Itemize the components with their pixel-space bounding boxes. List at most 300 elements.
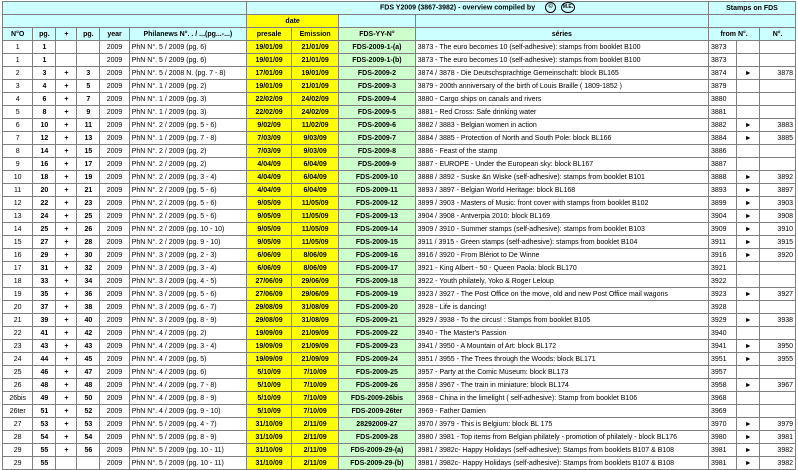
cell-pg2[interactable]: 48	[77, 379, 100, 392]
cell-fds-number[interactable]: FDS-2009-24	[339, 353, 415, 366]
cell-no[interactable]: 29	[3, 444, 33, 457]
cell-philanews[interactable]: PhN N°. 1 / 2009 (pg. 3)	[129, 93, 246, 106]
cell-philanews[interactable]: PhN N°. 5 / 2009 (pg. 4 - 7)	[129, 418, 246, 431]
cell-pg1[interactable]: 14	[33, 145, 56, 158]
col-header-philanews[interactable]: Philanews N°. . / ...(pg...-...)	[129, 28, 246, 41]
cell-emission[interactable]: 11/05/09	[292, 210, 339, 223]
cell-no[interactable]: 6	[3, 119, 33, 132]
cell-from[interactable]: 3980	[708, 431, 736, 444]
cell-presale[interactable]: 7/03/09	[247, 132, 292, 145]
cell-arrow[interactable]	[737, 80, 760, 93]
cell-plus[interactable]: +	[56, 327, 77, 340]
cell-series[interactable]: 3922 - Youth philately, Yoko & Roger Leloup	[415, 275, 708, 288]
cell-fds-number[interactable]: FDS-2009-5	[339, 106, 415, 119]
cell-emission[interactable]: 9/03/09	[292, 145, 339, 158]
cell-presale[interactable]: 6/06/09	[247, 249, 292, 262]
cell-to[interactable]: 3915	[760, 236, 796, 249]
cell-emission[interactable]: 11/05/09	[292, 197, 339, 210]
cell-from[interactable]: 3899	[708, 197, 736, 210]
cell-plus[interactable]: +	[56, 262, 77, 275]
cell-plus[interactable]: +	[56, 275, 77, 288]
table-row[interactable]	[3, 67, 796, 80]
cell-to[interactable]: 3885	[760, 132, 796, 145]
cell-to[interactable]: 3950	[760, 340, 796, 353]
cell-arrow[interactable]	[737, 54, 760, 67]
cell-fds-number[interactable]: FDS-2009-17	[339, 262, 415, 275]
cell-year[interactable]: 2009	[100, 444, 129, 457]
cell-pg2[interactable]: 42	[77, 327, 100, 340]
cell-plus[interactable]: +	[56, 119, 77, 132]
cell-pg2[interactable]: 56	[77, 444, 100, 457]
cell-year[interactable]: 2009	[100, 379, 129, 392]
cell-plus[interactable]: +	[56, 249, 77, 262]
cell-no[interactable]: 22	[3, 327, 33, 340]
cell-emission[interactable]: 7/10/09	[292, 392, 339, 405]
cell-philanews[interactable]: PhN N°. 3 / 2009 (pg. 8 - 9)	[129, 314, 246, 327]
cell-series[interactable]: 3880 - Cargo ships on canals and rivers	[415, 93, 708, 106]
cell-pg1[interactable]: 16	[33, 158, 56, 171]
cell-pg1[interactable]: 1	[33, 41, 56, 54]
cell-year[interactable]: 2009	[100, 223, 129, 236]
cell-pg2[interactable]: 5	[77, 80, 100, 93]
cell-philanews[interactable]: PhN N°. 1 / 2009 (pg. 7 - 8)	[129, 132, 246, 145]
cell-emission[interactable]: 8/06/09	[292, 262, 339, 275]
cell-pg2[interactable]: 17	[77, 158, 100, 171]
cell-pg1[interactable]: 22	[33, 197, 56, 210]
cell-fds-number[interactable]: FDS-2009-11	[339, 184, 415, 197]
cell-fds-number[interactable]: FDS-2009-1-(a)	[339, 41, 415, 54]
cell-philanews[interactable]: PhN N°. 2 / 2009 (pg. 10 - 10)	[129, 223, 246, 236]
cell-presale[interactable]: 9/05/09	[247, 210, 292, 223]
cell-from[interactable]: 3929	[708, 314, 736, 327]
cell-no[interactable]: 21	[3, 314, 33, 327]
cell-philanews[interactable]: PhN N°. 4 / 2009 (pg. 8 - 9)	[129, 392, 246, 405]
cell-plus[interactable]: +	[56, 197, 77, 210]
cell-emission[interactable]: 2/11/09	[292, 418, 339, 431]
cell-pg1[interactable]: 55	[33, 444, 56, 457]
cell-year[interactable]: 2009	[100, 431, 129, 444]
cell-emission[interactable]: 21/09/09	[292, 353, 339, 366]
cell-pg2[interactable]: 19	[77, 171, 100, 184]
cell-plus[interactable]: +	[56, 106, 77, 119]
cell-fds-number[interactable]: FDS-2009-22	[339, 327, 415, 340]
cell-presale[interactable]: 9/02/09	[247, 119, 292, 132]
cell-plus[interactable]: +	[56, 67, 77, 80]
cell-presale[interactable]: 19/01/09	[247, 54, 292, 67]
cell-pg1[interactable]: 8	[33, 106, 56, 119]
cell-pg2[interactable]: 34	[77, 275, 100, 288]
cell-year[interactable]: 2009	[100, 314, 129, 327]
cell-no[interactable]: 15	[3, 236, 33, 249]
cell-emission[interactable]: 21/01/09	[292, 80, 339, 93]
cell-pg1[interactable]: 20	[33, 184, 56, 197]
cell-to[interactable]	[760, 41, 796, 54]
cell-arrow[interactable]: ►	[737, 418, 760, 431]
cell-arrow[interactable]: ►	[737, 210, 760, 223]
table-row[interactable]	[3, 145, 796, 158]
cell-presale[interactable]: 4/04/09	[247, 184, 292, 197]
cell-plus[interactable]: +	[56, 444, 77, 457]
cell-fds-number[interactable]: FDS-2009-3	[339, 80, 415, 93]
cell-pg2[interactable]: 23	[77, 197, 100, 210]
cell-arrow[interactable]	[737, 275, 760, 288]
cell-philanews[interactable]: PhN N°. 2 / 2009 (pg. 9 - 10)	[129, 236, 246, 249]
cell-pg1[interactable]: 48	[33, 379, 56, 392]
cell-philanews[interactable]: PhN N°. 3 / 2009 (pg. 6 - 7)	[129, 301, 246, 314]
cell-from[interactable]: 3873	[708, 41, 736, 54]
cell-emission[interactable]: 2/11/09	[292, 431, 339, 444]
cell-pg2[interactable]: 21	[77, 184, 100, 197]
cell-philanews[interactable]: PhN N°. 3 / 2009 (pg. 2 - 3)	[129, 249, 246, 262]
cell-emission[interactable]: 8/06/09	[292, 249, 339, 262]
cell-pg1[interactable]: 6	[33, 93, 56, 106]
cell-arrow[interactable]	[737, 301, 760, 314]
cell-year[interactable]: 2009	[100, 184, 129, 197]
cell-to[interactable]	[760, 275, 796, 288]
cell-pg2[interactable]: 47	[77, 366, 100, 379]
cell-arrow[interactable]	[737, 405, 760, 418]
cell-philanews[interactable]: PhN N°. 2 / 2009 (pg. 2)	[129, 158, 246, 171]
cell-year[interactable]: 2009	[100, 145, 129, 158]
cell-series[interactable]: 3958 / 3967 - The train in miniature: block BL174	[415, 379, 708, 392]
cell-fds-number[interactable]: FDS-2009-2	[339, 67, 415, 80]
cell-fds-number[interactable]: FDS-2009-19	[339, 288, 415, 301]
cell-from[interactable]: 3921	[708, 262, 736, 275]
cell-arrow[interactable]: ►	[737, 353, 760, 366]
cell-no[interactable]: 8	[3, 145, 33, 158]
cell-pg1[interactable]: 39	[33, 314, 56, 327]
cell-emission[interactable]: 7/10/09	[292, 379, 339, 392]
cell-presale[interactable]: 7/03/09	[247, 145, 292, 158]
table-row[interactable]	[3, 41, 796, 54]
table-row[interactable]	[3, 301, 796, 314]
cell-from[interactable]: 3940	[708, 327, 736, 340]
cell-fds-number[interactable]: FDS-2009-26ter	[339, 405, 415, 418]
cell-from[interactable]: 3888	[708, 171, 736, 184]
cell-to[interactable]	[760, 301, 796, 314]
table-row[interactable]	[3, 340, 796, 353]
cell-no[interactable]: 2	[3, 67, 33, 80]
cell-presale[interactable]: 5/10/09	[247, 366, 292, 379]
cell-from[interactable]: 3904	[708, 210, 736, 223]
cell-year[interactable]: 2009	[100, 93, 129, 106]
cell-to[interactable]: 3897	[760, 184, 796, 197]
cell-emission[interactable]: 29/06/09	[292, 275, 339, 288]
table-row[interactable]	[3, 392, 796, 405]
cell-presale[interactable]: 27/06/09	[247, 275, 292, 288]
col-header-to[interactable]: N°.	[760, 28, 796, 41]
cell-fds-number[interactable]: FDS-2009-9	[339, 158, 415, 171]
col-header-no[interactable]: N°O	[3, 28, 33, 41]
cell-no[interactable]: 4	[3, 93, 33, 106]
cell-philanews[interactable]: PhN N°. 2 / 2009 (pg. 3 - 4)	[129, 171, 246, 184]
cell-arrow[interactable]	[737, 262, 760, 275]
cell-arrow[interactable]: ►	[737, 340, 760, 353]
cell-philanews[interactable]: PhN N°. 1 / 2009 (pg. 2)	[129, 80, 246, 93]
cell-emission[interactable]: 11/05/09	[292, 223, 339, 236]
cell-year[interactable]: 2009	[100, 171, 129, 184]
cell-philanews[interactable]: PhN N°. 4 / 2009 (pg. 6)	[129, 366, 246, 379]
cell-presale[interactable]: 4/04/09	[247, 171, 292, 184]
cell-no[interactable]: 27	[3, 418, 33, 431]
cell-pg2[interactable]	[77, 41, 100, 54]
cell-pg1[interactable]: 46	[33, 366, 56, 379]
cell-to[interactable]	[760, 54, 796, 67]
cell-to[interactable]: 3967	[760, 379, 796, 392]
cell-plus[interactable]: +	[56, 340, 77, 353]
cell-to[interactable]	[760, 262, 796, 275]
cell-presale[interactable]: 22/02/09	[247, 106, 292, 119]
cell-series[interactable]: 3882 / 3883 - Belgian women in action	[415, 119, 708, 132]
cell-emission[interactable]: 6/04/09	[292, 158, 339, 171]
cell-from[interactable]: 3969	[708, 405, 736, 418]
cell-arrow[interactable]	[737, 145, 760, 158]
cell-year[interactable]: 2009	[100, 353, 129, 366]
cell-plus[interactable]: +	[56, 314, 77, 327]
table-row[interactable]	[3, 327, 796, 340]
cell-arrow[interactable]: ►	[737, 431, 760, 444]
cell-series[interactable]: 3884 / 3885 - Protection of North and South Pole: block BL166	[415, 132, 708, 145]
cell-to[interactable]: 3927	[760, 288, 796, 301]
cell-no[interactable]: 20	[3, 301, 33, 314]
cell-no[interactable]: 11	[3, 184, 33, 197]
cell-presale[interactable]: 9/05/09	[247, 197, 292, 210]
cell-presale[interactable]: 19/09/09	[247, 327, 292, 340]
cell-emission[interactable]: 2/11/09	[292, 457, 339, 470]
cell-pg1[interactable]: 3	[33, 67, 56, 80]
cell-presale[interactable]: 9/05/09	[247, 236, 292, 249]
table-row[interactable]	[3, 444, 796, 457]
cell-emission[interactable]: 7/10/09	[292, 366, 339, 379]
cell-fds-number[interactable]: FDS-2009-21	[339, 314, 415, 327]
cell-fds-number[interactable]: FDS-2009-16	[339, 249, 415, 262]
cell-pg1[interactable]: 27	[33, 236, 56, 249]
cell-philanews[interactable]: PhN N°. 5 / 2009 (pg. 10 - 11)	[129, 457, 246, 470]
cell-from[interactable]: 3880	[708, 93, 736, 106]
cell-year[interactable]: 2009	[100, 457, 129, 470]
cell-from[interactable]: 3879	[708, 80, 736, 93]
cell-from[interactable]: 3887	[708, 158, 736, 171]
table-row[interactable]	[3, 106, 796, 119]
cell-presale[interactable]: 6/06/09	[247, 262, 292, 275]
cell-to[interactable]: 3892	[760, 171, 796, 184]
cell-from[interactable]: 3884	[708, 132, 736, 145]
cell-presale[interactable]: 5/10/09	[247, 405, 292, 418]
cell-from[interactable]: 3922	[708, 275, 736, 288]
cell-fds-number[interactable]: FDS-2009-6	[339, 119, 415, 132]
cell-series[interactable]: 3957 - Party at the Comic Museum: block BL173	[415, 366, 708, 379]
cell-year[interactable]: 2009	[100, 366, 129, 379]
cell-no[interactable]: 26ter	[3, 405, 33, 418]
table-row[interactable]	[3, 197, 796, 210]
cell-presale[interactable]: 5/10/09	[247, 379, 292, 392]
cell-to[interactable]: 3938	[760, 314, 796, 327]
cell-philanews[interactable]: PhN N°. 3 / 2009 (pg. 5 - 6)	[129, 288, 246, 301]
table-row[interactable]	[3, 314, 796, 327]
col-header-from[interactable]: from N°.	[708, 28, 759, 41]
cell-philanews[interactable]: PhN N°. 2 / 2009 (pg. 5 - 6)	[129, 184, 246, 197]
cell-from[interactable]: 3957	[708, 366, 736, 379]
cell-to[interactable]	[760, 392, 796, 405]
cell-plus[interactable]: +	[56, 379, 77, 392]
cell-arrow[interactable]: ►	[737, 288, 760, 301]
table-row[interactable]	[3, 249, 796, 262]
cell-emission[interactable]: 11/05/09	[292, 236, 339, 249]
cell-series[interactable]: 3879 - 200th anniversary of the birth of Louis Braille ( 1809-1852 )	[415, 80, 708, 93]
cell-series[interactable]: 3968 - China in the limelight ( self-adhesive): Stamp from booklet B106	[415, 392, 708, 405]
cell-arrow[interactable]: ►	[737, 223, 760, 236]
cell-year[interactable]: 2009	[100, 106, 129, 119]
cell-fds-number[interactable]: FDS-2009-18	[339, 275, 415, 288]
cell-presale[interactable]: 19/09/09	[247, 353, 292, 366]
cell-to[interactable]: 3982	[760, 457, 796, 470]
cell-to[interactable]: 3903	[760, 197, 796, 210]
cell-philanews[interactable]: PhN N°. 5 / 2009 (pg. 10 - 11)	[129, 444, 246, 457]
cell-fds-number[interactable]: 28292009-27	[339, 418, 415, 431]
cell-to[interactable]: 3981	[760, 431, 796, 444]
cell-to[interactable]: 3982	[760, 444, 796, 457]
cell-series[interactable]: 3911 / 3915 - Green stamps (self-adhesive): stamps from booklet B104	[415, 236, 708, 249]
cell-to[interactable]	[760, 106, 796, 119]
cell-philanews[interactable]: PhN N°. 4 / 2009 (pg. 7 - 8)	[129, 379, 246, 392]
cell-to[interactable]: 3883	[760, 119, 796, 132]
cell-arrow[interactable]: ►	[737, 67, 760, 80]
cell-arrow[interactable]	[737, 106, 760, 119]
cell-presale[interactable]: 27/06/09	[247, 288, 292, 301]
cell-no[interactable]: 12	[3, 197, 33, 210]
cell-series[interactable]: 3940 - The Master's Passion	[415, 327, 708, 340]
cell-presale[interactable]: 31/10/09	[247, 444, 292, 457]
cell-to[interactable]: 3878	[760, 67, 796, 80]
cell-series[interactable]: 3874 / 3878 - Die Deutschsprachtige Gemeinschaft: block BL165	[415, 67, 708, 80]
cell-series[interactable]: 3909 / 3910 - Summer stamps (self-adhesive): stamps from booklet B103	[415, 223, 708, 236]
cell-presale[interactable]: 29/08/09	[247, 301, 292, 314]
cell-pg2[interactable]: 3	[77, 67, 100, 80]
cell-series[interactable]: 3916 / 3920 - From Blériot to De Winne	[415, 249, 708, 262]
cell-plus[interactable]: +	[56, 431, 77, 444]
cell-no[interactable]: 16	[3, 249, 33, 262]
table-row[interactable]	[3, 184, 796, 197]
cell-pg2[interactable]: 13	[77, 132, 100, 145]
cell-fds-number[interactable]: FDS-2009-25	[339, 366, 415, 379]
cell-fds-number[interactable]: FDS-2009-1-(b)	[339, 54, 415, 67]
cell-emission[interactable]: 2/11/09	[292, 444, 339, 457]
cell-pg2[interactable]: 52	[77, 405, 100, 418]
cell-from[interactable]: 3886	[708, 145, 736, 158]
cell-series[interactable]: 3980 / 3981 - Top items from Belgian philately - promotion of philately - block BL176	[415, 431, 708, 444]
col-header-year[interactable]: year	[100, 28, 129, 41]
cell-series[interactable]: 3904 / 3908 - Antverpia 2010: block BL169	[415, 210, 708, 223]
cell-no[interactable]: 7	[3, 132, 33, 145]
cell-philanews[interactable]: PhN N°. 3 / 2009 (pg. 3 - 4)	[129, 262, 246, 275]
cell-arrow[interactable]: ►	[737, 379, 760, 392]
table-row[interactable]	[3, 210, 796, 223]
cell-fds-number[interactable]: FDS-2009-20	[339, 301, 415, 314]
cell-emission[interactable]: 21/09/09	[292, 327, 339, 340]
cell-plus[interactable]: +	[56, 353, 77, 366]
cell-series[interactable]: 3928 - Life is dancing!	[415, 301, 708, 314]
cell-year[interactable]: 2009	[100, 262, 129, 275]
cell-to[interactable]: 3979	[760, 418, 796, 431]
cell-fds-number[interactable]: FDS-2009-15	[339, 236, 415, 249]
cell-presale[interactable]: 31/10/09	[247, 431, 292, 444]
cell-emission[interactable]: 19/01/09	[292, 67, 339, 80]
cell-pg2[interactable]: 45	[77, 353, 100, 366]
cell-series[interactable]: 3951 / 3955 - The Trees through the Woods: block BL171	[415, 353, 708, 366]
cell-arrow[interactable]: ►	[737, 236, 760, 249]
cell-fds-number[interactable]: FDS-2009-29-(a)	[339, 444, 415, 457]
cell-philanews[interactable]: PhN N°. 2 / 2009 (pg. 2)	[129, 145, 246, 158]
cell-to[interactable]: 3908	[760, 210, 796, 223]
cell-emission[interactable]: 11/02/09	[292, 119, 339, 132]
cell-year[interactable]: 2009	[100, 41, 129, 54]
cell-no[interactable]: 9	[3, 158, 33, 171]
cell-no[interactable]: 14	[3, 223, 33, 236]
table-row[interactable]	[3, 158, 796, 171]
cell-arrow[interactable]: ►	[737, 197, 760, 210]
cell-plus[interactable]: +	[56, 132, 77, 145]
cell-pg1[interactable]: 49	[33, 392, 56, 405]
cell-no[interactable]: 18	[3, 275, 33, 288]
cell-arrow[interactable]	[737, 41, 760, 54]
col-header-fds[interactable]: FDS-YY-N°	[339, 28, 415, 41]
cell-series[interactable]: 3899 / 3903 - Masters of Music: front cover with stamps from booklet B102	[415, 197, 708, 210]
cell-to[interactable]	[760, 366, 796, 379]
cell-to[interactable]	[760, 93, 796, 106]
cell-no[interactable]: 1	[3, 41, 33, 54]
cell-plus[interactable]: +	[56, 80, 77, 93]
cell-series[interactable]: 3923 / 3927 - The Post Office on the move, old and new Post Office mail wagons	[415, 288, 708, 301]
cell-philanews[interactable]: PhN N°. 5 / 2008 N. (pg. 7 - 8)	[129, 67, 246, 80]
col-header-pg2[interactable]: pg.	[77, 28, 100, 41]
cell-pg1[interactable]: 54	[33, 431, 56, 444]
cell-series[interactable]: 3873 - The euro becomes 10 (self-adhesive): stamps from booklet B100	[415, 54, 708, 67]
cell-no[interactable]: 17	[3, 262, 33, 275]
cell-plus[interactable]: +	[56, 210, 77, 223]
cell-from[interactable]: 3928	[708, 301, 736, 314]
cell-no[interactable]: 29	[3, 457, 33, 470]
table-row[interactable]	[3, 288, 796, 301]
cell-emission[interactable]: 6/04/09	[292, 171, 339, 184]
cell-year[interactable]: 2009	[100, 197, 129, 210]
cell-no[interactable]: 5	[3, 106, 33, 119]
table-row[interactable]	[3, 171, 796, 184]
cell-emission[interactable]: 29/06/09	[292, 288, 339, 301]
cell-presale[interactable]: 31/10/09	[247, 457, 292, 470]
cell-year[interactable]: 2009	[100, 288, 129, 301]
cell-year[interactable]: 2009	[100, 392, 129, 405]
cell-plus[interactable]: +	[56, 405, 77, 418]
cell-to[interactable]	[760, 405, 796, 418]
col-header-plus[interactable]: +	[56, 28, 77, 41]
cell-pg2[interactable]: 40	[77, 314, 100, 327]
cell-series[interactable]: 3981 / 3982c- Happy Holidays (self-adhesive): Stamps from booklets B107 & B108	[415, 444, 708, 457]
cell-to[interactable]	[760, 327, 796, 340]
cell-pg1[interactable]: 37	[33, 301, 56, 314]
cell-fds-number[interactable]: FDS-2009-10	[339, 171, 415, 184]
cell-emission[interactable]: 24/02/09	[292, 93, 339, 106]
col-header-emission[interactable]: Emission	[292, 28, 339, 41]
cell-arrow[interactable]	[737, 327, 760, 340]
cell-arrow[interactable]	[737, 366, 760, 379]
cell-no[interactable]: 26bis	[3, 392, 33, 405]
cell-series[interactable]: 3887 - EUROPE - Under the European sky: block BL167	[415, 158, 708, 171]
table-row[interactable]	[3, 379, 796, 392]
cell-plus[interactable]: +	[56, 223, 77, 236]
cell-no[interactable]: 24	[3, 353, 33, 366]
cell-pg2[interactable]: 36	[77, 288, 100, 301]
cell-to[interactable]	[760, 145, 796, 158]
